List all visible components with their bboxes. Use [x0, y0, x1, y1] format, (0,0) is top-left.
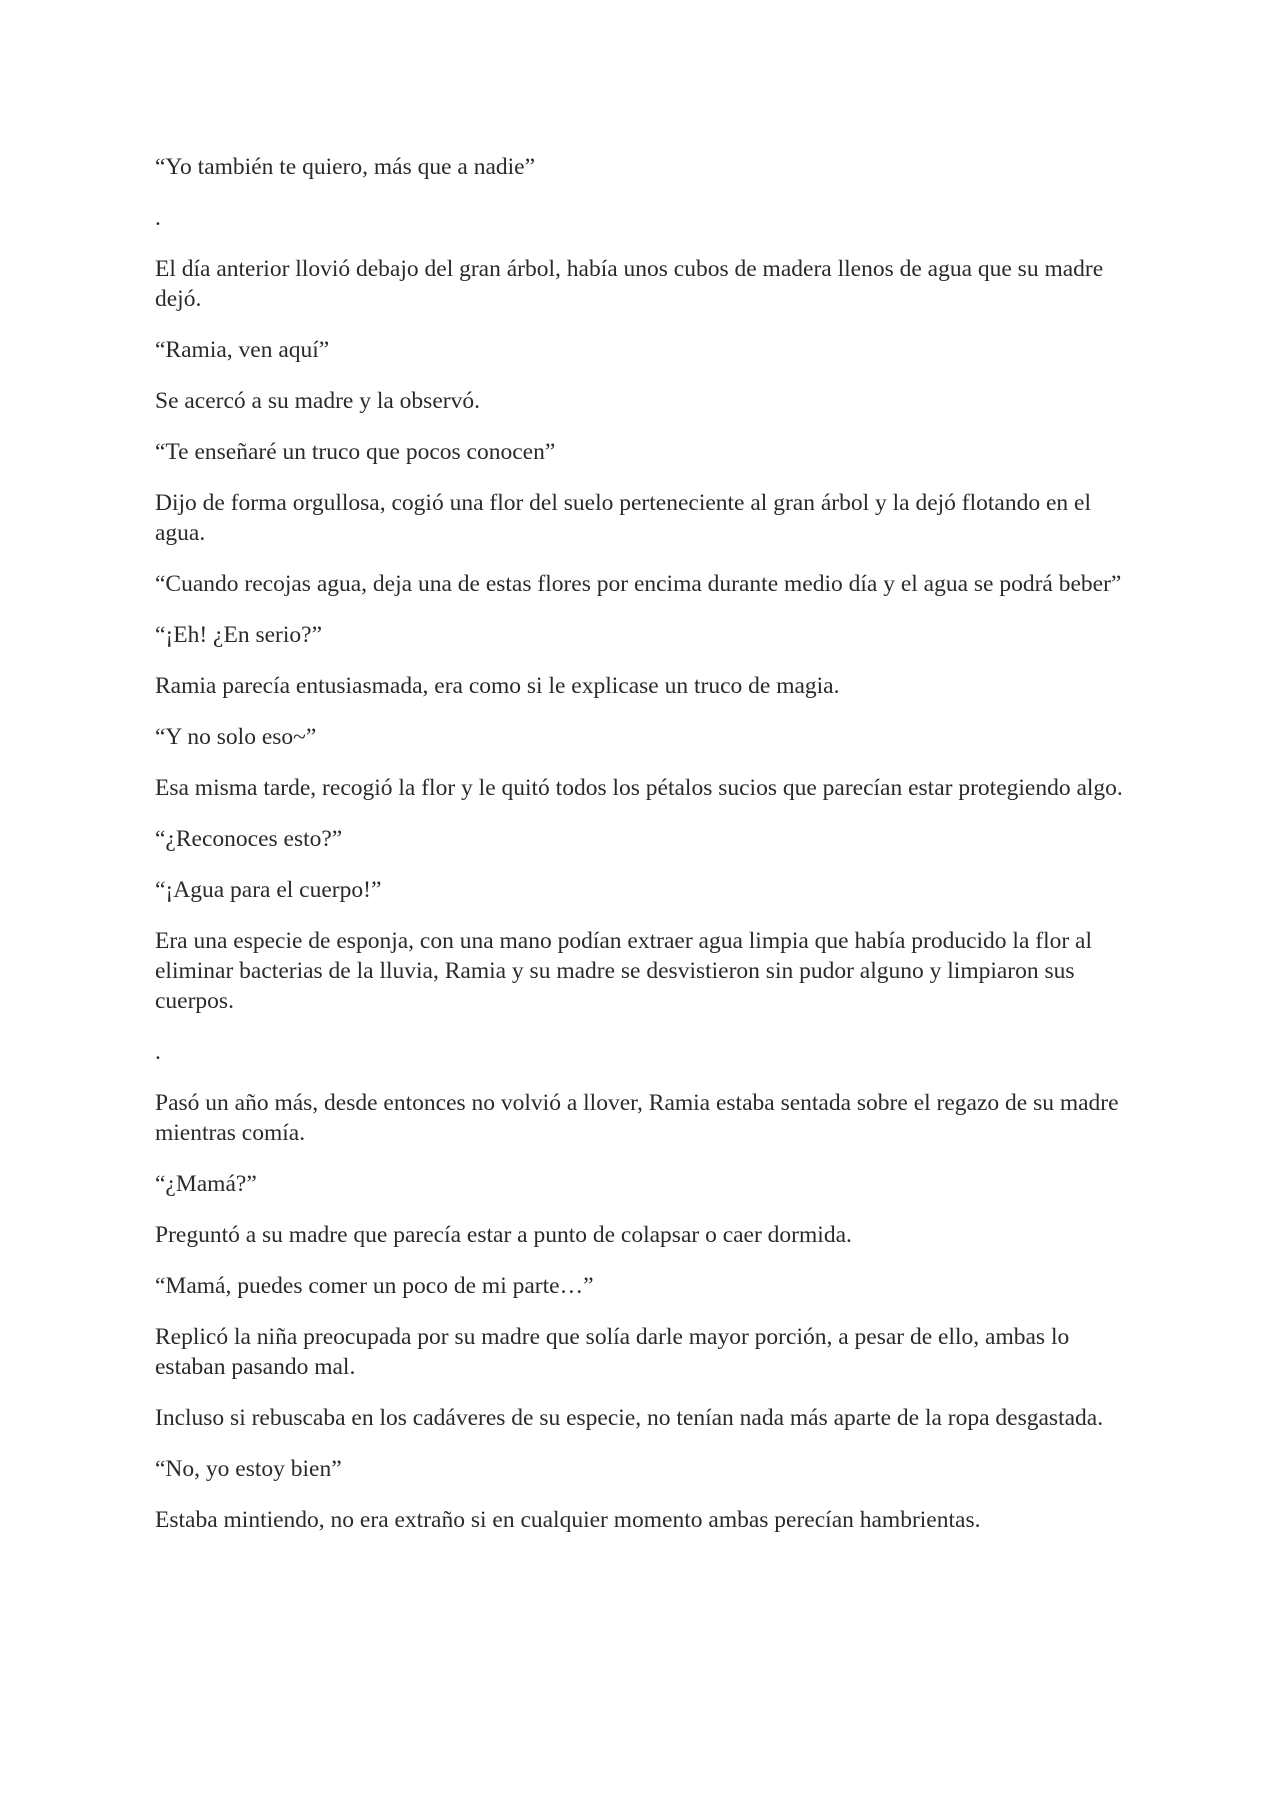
paragraph: “Te enseñaré un truco que pocos conocen”	[155, 439, 556, 465]
paragraph: “¡Agua para el cuerpo!”	[155, 877, 382, 903]
paragraph: Incluso si rebuscaba en los cadáveres de su especie, no tenían nada más aparte de la ropa desgastada.	[155, 1405, 1104, 1431]
paragraph: Ramia parecía entusiasmada, era como si le explicase un truco de magia.	[155, 673, 840, 699]
paragraph: “¿Reconoces esto?”	[155, 826, 343, 852]
paragraph: Preguntó a su madre que parecía estar a punto de colapsar o caer dormida.	[155, 1222, 852, 1248]
paragraph: El día anterior llovió debajo del gran árbol, había unos cubos de madera llenos de agua que su madre dejó.	[155, 256, 1104, 312]
paragraph: Replicó la niña preocupada por su madre que solía darle mayor porción, a pesar de ello, ambas lo estaban pasando mal.	[155, 1324, 1070, 1380]
paragraph: Esa misma tarde, recogió la flor y le quitó todos los pétalos sucios que parecían estar protegiendo algo.	[155, 775, 1123, 801]
document-body	[155, 152, 1130, 1556]
scene-break: .	[155, 1039, 161, 1065]
paragraph: Era una especie de esponja, con una mano podían extraer agua limpia que había producido la flor al eliminar bacterias de la lluvia, Ramia y su madre se desvistieron sin pudor alguno y limpiaron sus cuerpos.	[155, 928, 1093, 1014]
paragraph: “Y no solo eso~”	[155, 724, 317, 750]
paragraph: “¡Eh! ¿En serio?”	[155, 622, 323, 648]
paragraph: Se acercó a su madre y la observó.	[155, 388, 480, 414]
paragraph: “Ramia, ven aquí”	[155, 337, 330, 363]
paragraph: “Yo también te quiero, más que a nadie”	[155, 154, 536, 180]
paragraph: “Mamá, puedes comer un poco de mi parte…”	[155, 1273, 594, 1299]
paragraph: Dijo de forma orgullosa, cogió una flor del suelo perteneciente al gran árbol y la dejó flotando en el agua.	[155, 490, 1091, 546]
paragraph: “Cuando recojas agua, deja una de estas flores por encima durante medio día y el agua se podrá beber”	[155, 571, 1122, 597]
paragraph: Pasó un año más, desde entonces no volvió a llover, Ramia estaba sentada sobre el regazo de su madre mientras comía.	[155, 1090, 1119, 1146]
paragraph: “No, yo estoy bien”	[155, 1456, 342, 1482]
paragraph: “¿Mamá?”	[155, 1171, 257, 1197]
scene-break: .	[155, 205, 161, 231]
paragraph: Estaba mintiendo, no era extraño si en cualquier momento ambas perecían hambrientas.	[155, 1507, 981, 1533]
